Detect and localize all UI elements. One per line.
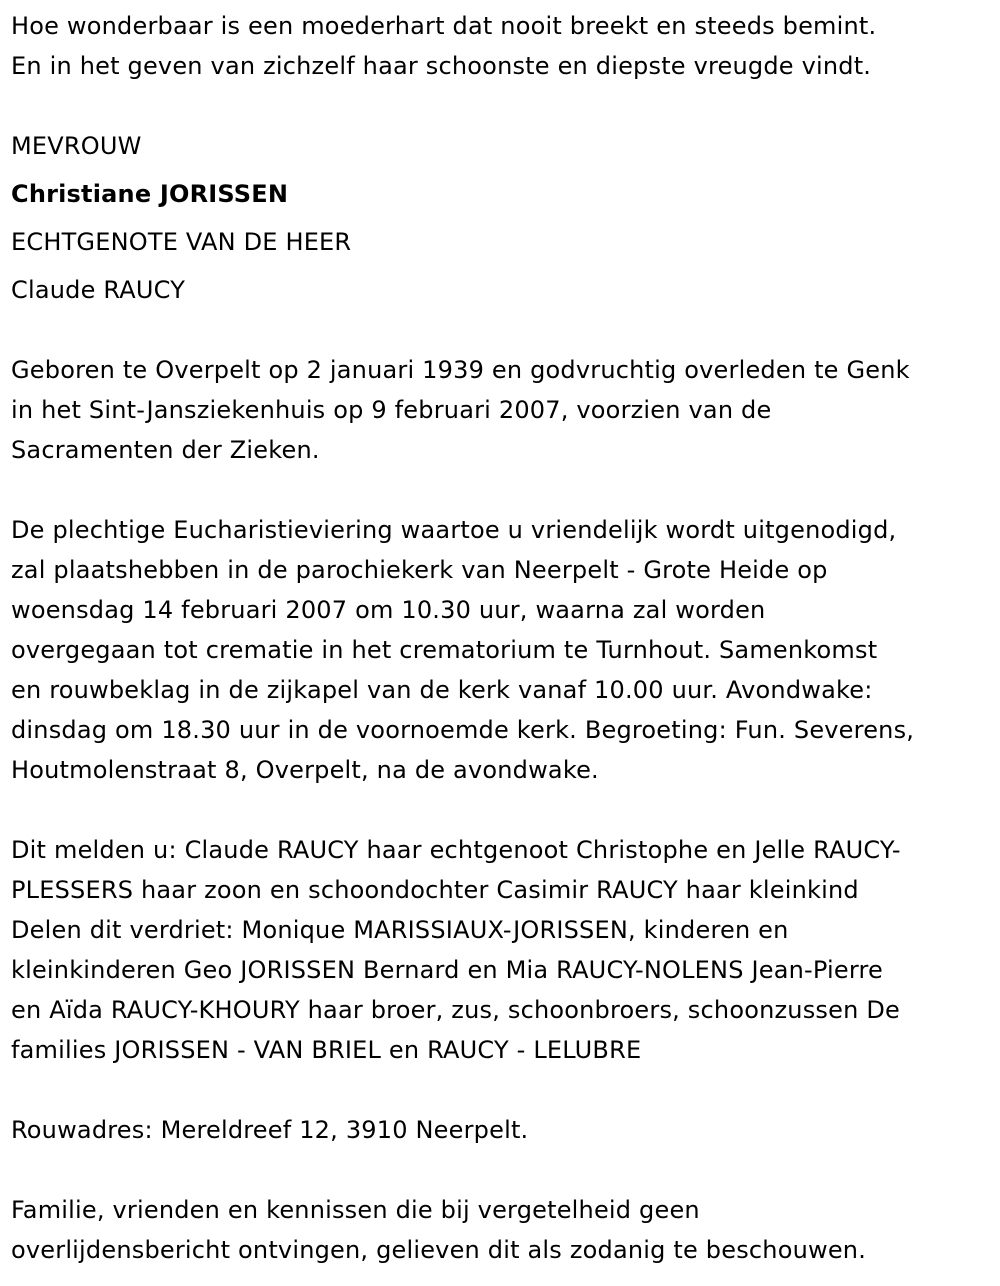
announcement-line-5: en Aïda RAUCY-KHOURY haar broer, zus, schoonbroers, schoonzussen De [11,996,900,1024]
title-mevrouw: MEVROUW [11,132,142,160]
birth-death-line-2: in het Sint-Jansziekenhuis op 9 februari 2007, voorzien van de [11,396,772,424]
birth-death-line-1: Geboren te Overpelt op 2 januari 1939 en godvruchtig overleden te Genk [11,356,910,384]
spouse-name: Claude RAUCY [11,276,186,304]
closing-line-1: Familie, vrienden en kennissen die bij vergetelheid geen [11,1196,700,1224]
deceased-name: Christiane JORISSEN [11,180,289,208]
closing-line-2: overlijdensbericht ontvingen, gelieven dit als zodanig te beschouwen. [11,1236,867,1264]
mourning-address: Rouwadres: Mereldreef 12, 3910 Neerpelt. [11,1116,529,1144]
announcement-line-1: Dit melden u: Claude RAUCY haar echtgenoot Christophe en Jelle RAUCY- [11,836,901,864]
poem-line-2: En in het geven van zichzelf haar schoonste en diepste vreugde vindt. [11,52,872,80]
relation-label: ECHTGENOTE VAN DE HEER [11,228,352,256]
announcement-line-2: PLESSERS haar zoon en schoondochter Casimir RAUCY haar kleinkind [11,876,859,904]
ceremony-line-7: Houtmolenstraat 8, Overpelt, na de avondwake. [11,756,599,784]
birth-death-line-3: Sacramenten der Zieken. [11,436,320,464]
ceremony-line-1: De plechtige Eucharistieviering waartoe u vriendelijk wordt uitgenodigd, [11,516,897,544]
ceremony-line-4: overgegaan tot crematie in het crematorium te Turnhout. Samenkomst [11,636,878,664]
announcement-line-6: families JORISSEN - VAN BRIEL en RAUCY - LELUBRE [11,1036,642,1064]
poem-line-1: Hoe wonderbaar is een moederhart dat nooit breekt en steeds bemint. [11,12,877,40]
announcement-line-4: kleinkinderen Geo JORISSEN Bernard en Mia RAUCY-NOLENS Jean-Pierre [11,956,884,984]
ceremony-line-2: zal plaatshebben in de parochiekerk van Neerpelt - Grote Heide op [11,556,828,584]
announcement-line-3: Delen dit verdriet: Monique MARISSIAUX-JORISSEN, kinderen en [11,916,789,944]
ceremony-line-3: woensdag 14 februari 2007 om 10.30 uur, waarna zal worden [11,596,766,624]
ceremony-line-6: dinsdag om 18.30 uur in de voornoemde kerk. Begroeting: Fun. Severens, [11,716,915,744]
ceremony-line-5: en rouwbeklag in de zijkapel van de kerk vanaf 10.00 uur. Avondwake: [11,676,873,704]
